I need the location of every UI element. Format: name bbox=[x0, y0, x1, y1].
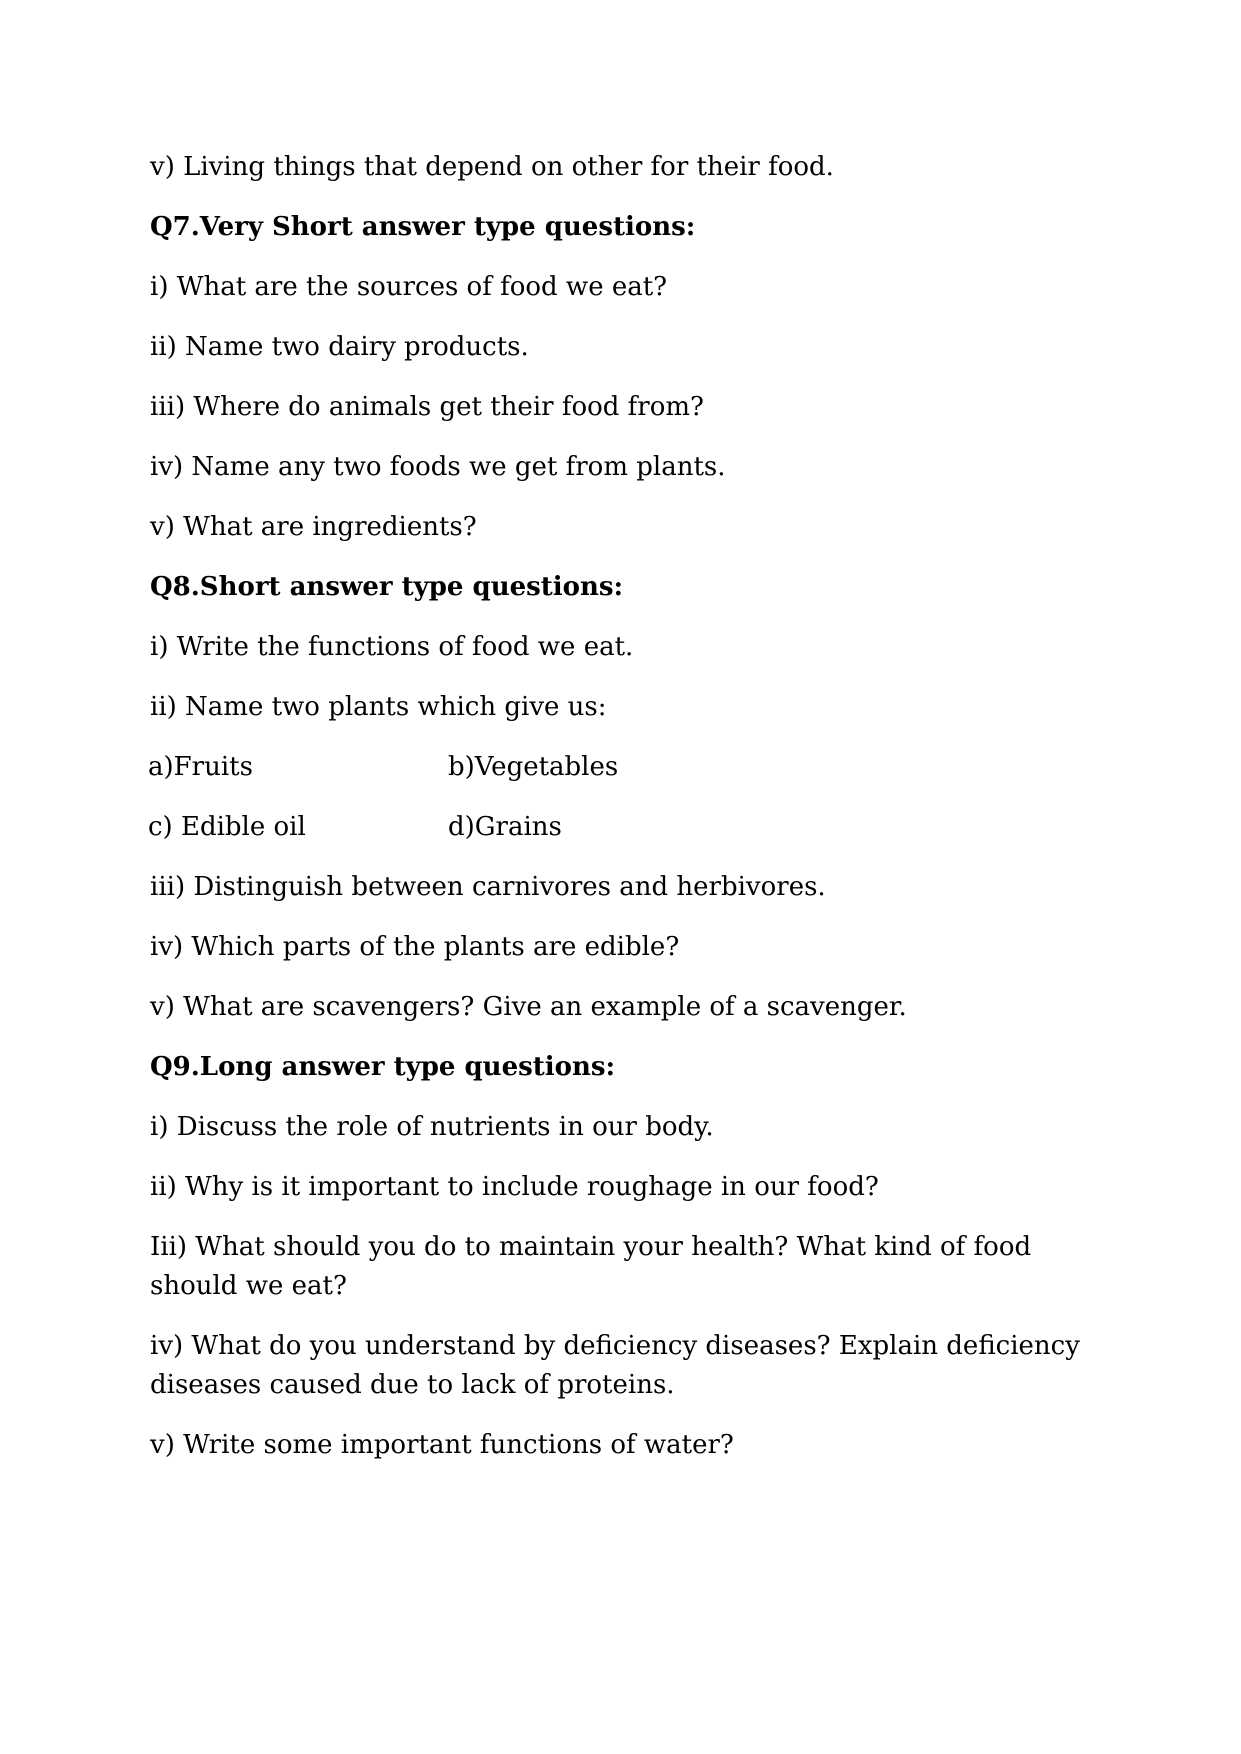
q9-item-i: i) Discuss the role of nutrients in our body. bbox=[150, 1112, 714, 1142]
q8-option-b: b)Vegetables bbox=[448, 752, 619, 782]
q6-item-v: v) Living things that depend on other for their food. bbox=[150, 152, 834, 182]
q9-item-v: v) Write some important functions of water? bbox=[150, 1430, 734, 1460]
q8-option-c: c) Edible oil bbox=[148, 812, 306, 842]
q7-item-i: i) What are the sources of food we eat? bbox=[150, 272, 668, 302]
worksheet-page bbox=[150, 148, 1090, 1486]
q7-item-ii: ii) Name two dairy products. bbox=[150, 332, 529, 362]
q8-item-i: i) Write the functions of food we eat. bbox=[150, 632, 634, 662]
q8-item-v: v) What are scavengers? Give an example of a scavenger. bbox=[150, 992, 907, 1022]
q8-heading: Q8.Short answer type questions: bbox=[150, 572, 624, 602]
q9-item-iii: Iii) What should you do to maintain your health? What kind of food should we eat? bbox=[150, 1232, 1032, 1301]
q8-option-a: a)Fruits bbox=[148, 752, 253, 782]
q7-heading: Q7.Very Short answer type questions: bbox=[150, 212, 696, 242]
q8-options-row-2 bbox=[148, 808, 1090, 847]
q7-item-iii: iii) Where do animals get their food from? bbox=[150, 392, 704, 422]
q8-item-ii: ii) Name two plants which give us: bbox=[150, 692, 607, 722]
q9-heading: Q9.Long answer type questions: bbox=[150, 1052, 616, 1082]
q7-item-iv: iv) Name any two foods we get from plants. bbox=[150, 452, 726, 482]
q8-item-iii: iii) Distinguish between carnivores and herbivores. bbox=[150, 872, 826, 902]
q7-item-v: v) What are ingredients? bbox=[150, 512, 477, 542]
q8-item-iv: iv) Which parts of the plants are edible? bbox=[150, 932, 680, 962]
q8-option-d: d)Grains bbox=[448, 812, 562, 842]
q9-item-ii: ii) Why is it important to include roughage in our food? bbox=[150, 1172, 879, 1202]
q8-options-row-1 bbox=[148, 748, 1090, 787]
q9-item-iv: iv) What do you understand by deficiency diseases? Explain deficiency diseases caused due to lack of proteins. bbox=[150, 1331, 1080, 1400]
